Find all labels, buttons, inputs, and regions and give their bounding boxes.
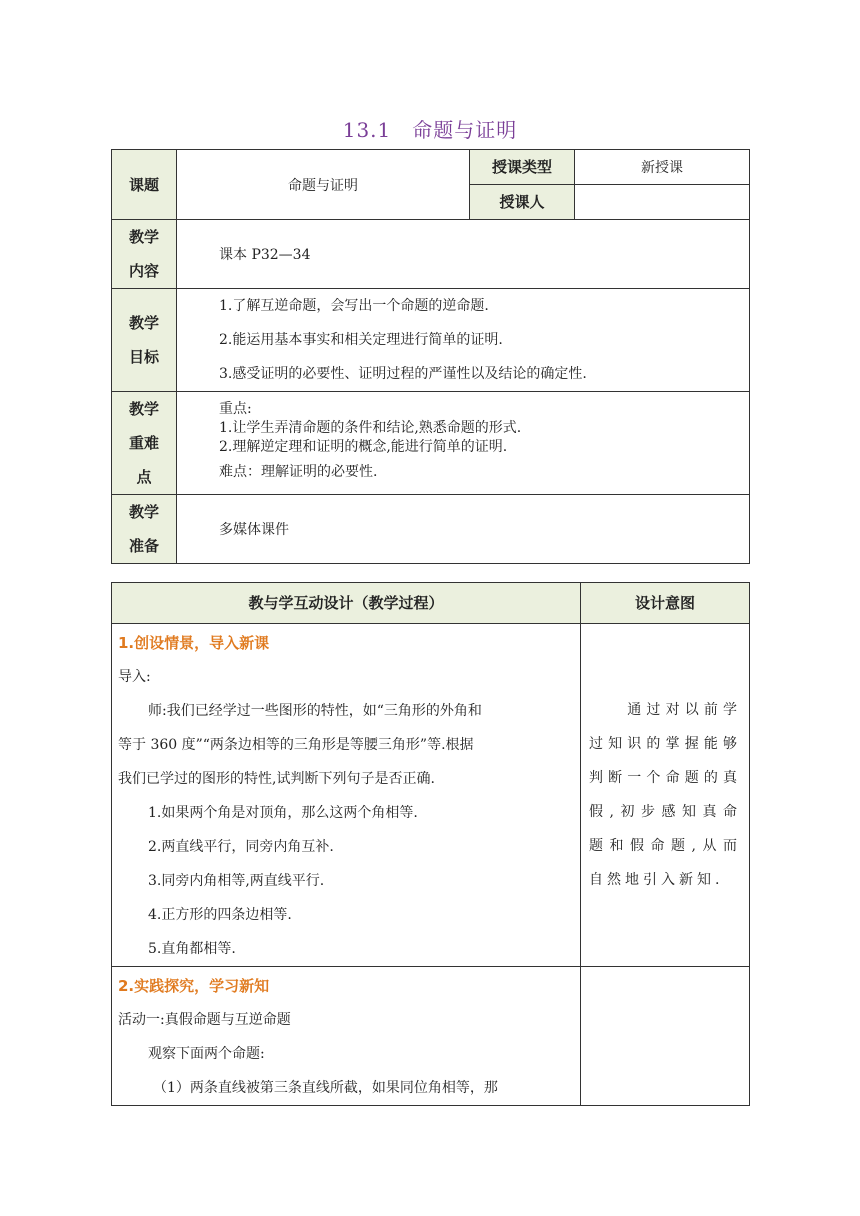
prep-label [112, 495, 177, 564]
content-label-line: 内容 [128, 262, 159, 280]
teacher-label: 授课人 [470, 185, 575, 220]
prep-label-line: 教学 [128, 503, 159, 521]
section-1-intro: 导入: [118, 669, 151, 685]
difficulty-text: 难点：理解证明的必要性. [219, 463, 378, 480]
key-heading: 重点: [219, 400, 252, 417]
section-2-activity: 活动一:真假命题与互逆命题 [118, 1012, 291, 1028]
section-1-title: 1.创设情景，导入新课 [118, 634, 270, 652]
lesson-info-table [111, 149, 750, 564]
key-label [112, 392, 177, 495]
key-points [177, 392, 750, 495]
section-1-intent [581, 624, 750, 967]
goal-label-line: 教学 [128, 314, 159, 332]
goal-label-line: 目标 [128, 348, 159, 366]
section-2-title: 2.实践探究，学习新知 [118, 977, 270, 995]
goal-label [112, 289, 177, 392]
teacher-value [575, 185, 750, 220]
list-item: 3.同旁内角相等,两直线平行. [148, 873, 325, 889]
page-title: 13.1 命题与证明 [342, 118, 518, 142]
intent-header: 设计意图 [581, 583, 750, 624]
content-label [112, 220, 177, 289]
topic-label: 课题 [112, 150, 177, 220]
section-2-observe: 观察下面两个命题: [148, 1046, 265, 1062]
process-header: 教与学互动设计（教学过程） [112, 583, 581, 624]
section-2 [112, 967, 581, 1106]
prep-label-line: 准备 [128, 537, 159, 555]
type-value: 新授课 [575, 150, 750, 185]
list-item: 1.如果两个角是对顶角，那么这两个角相等. [148, 805, 418, 821]
section-2-item: （1）两条直线被第三条直线所截，如果同位角相等，那 [153, 1080, 498, 1096]
content-label-line: 教学 [128, 228, 159, 246]
section-1-intent-text: 通过对以前学过知识的掌握能够判断一个命题的真假,初步感知真命题和假命题,从而自然地引入新知. [589, 702, 741, 888]
list-item: 2.两直线平行，同旁内角互补. [148, 839, 334, 855]
goal-item: 3.感受证明的必要性、证明过程的严谨性以及结论的确定性. [219, 366, 587, 382]
teaching-process-table [111, 582, 750, 1106]
section-1 [112, 624, 581, 967]
topic-value: 命题与证明 [177, 150, 470, 220]
section-1-paragraph: 等于 360 度”“两条边相等的三角形是等腰三角形”等.根据 [118, 737, 474, 753]
section-1-paragraph: 我们已学过的图形的特性,试判断下列句子是否正确. [118, 771, 435, 787]
list-item: 5.直角都相等. [148, 941, 236, 957]
prep-value: 多媒体课件 [177, 495, 750, 564]
type-label: 授课类型 [470, 150, 575, 185]
goal-item: 2.能运用基本事实和相关定理进行简单的证明. [219, 332, 503, 348]
key-label-line: 教学 [128, 400, 159, 418]
section-2-intent [581, 967, 750, 1106]
key-point: 2.理解逆定理和证明的概念,能进行简单的证明. [219, 438, 508, 455]
key-label-line: 点 [136, 468, 152, 486]
goal-item: 1.了解互逆命题，会写出一个命题的逆命题. [219, 298, 489, 314]
section-1-paragraph: 师:我们已经学过一些图形的特性，如“三角形的外角和 [148, 703, 482, 719]
content-value: 课本 P32—34 [177, 220, 750, 289]
key-label-line: 重难 [128, 434, 159, 452]
list-item: 4.正方形的四条边相等. [148, 907, 292, 923]
goal-list [177, 289, 750, 392]
key-point: 1.让学生弄清命题的条件和结论,熟悉命题的形式. [219, 419, 522, 436]
